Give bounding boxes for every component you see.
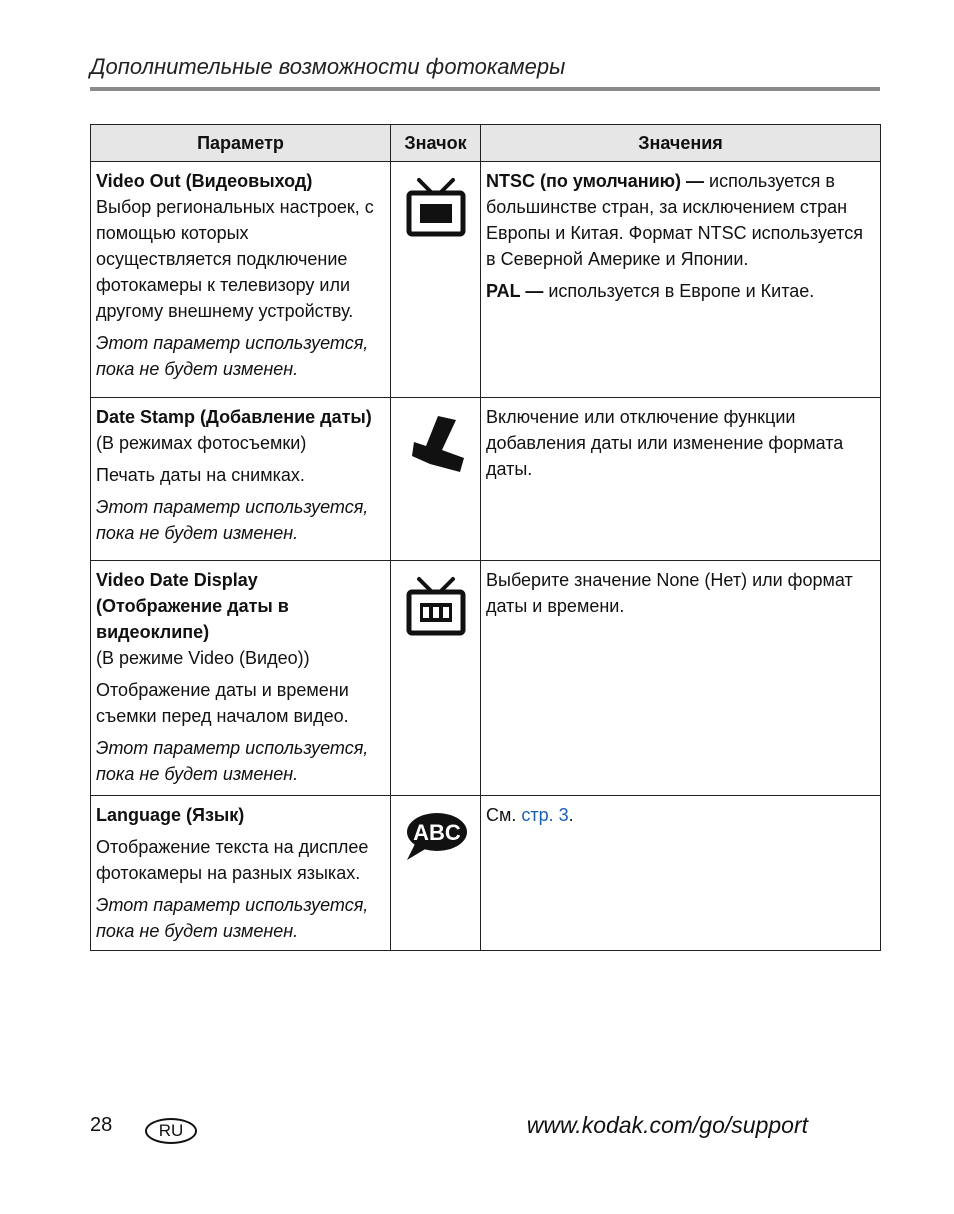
param-mode: (В режиме Video (Видео))	[96, 648, 310, 668]
icon-cell	[391, 561, 481, 796]
header-param: Параметр	[91, 125, 391, 162]
abc-language-icon	[403, 810, 469, 862]
date-stamp-icon	[404, 412, 468, 476]
param-cell	[91, 398, 391, 561]
table-row	[91, 162, 881, 398]
param-note: Этот параметр используется, пока не будет изменен.	[96, 738, 369, 784]
param-desc: Выбор региональных настроек, с помощью которых осуществляется подключение фотокамеры к телевизору или другому внешнему устройству.	[96, 197, 374, 321]
icon-cell	[391, 398, 481, 561]
value-text: Включение или отключение функции добавления даты или изменение формата даты.	[486, 407, 844, 479]
value-ntsc: NTSC (по умолчанию) — используется в большинстве стран, за исключением стран Европы и Китая. Формат NTSC используется в Северной Америке и Японии.	[486, 171, 863, 269]
svg-text:ABC: ABC	[412, 820, 461, 845]
value-text: Выберите значение None (Нет) или формат даты и времени.	[486, 570, 853, 616]
param-mode: (В режимах фотосъемки)	[96, 433, 307, 453]
tv-date-icon	[405, 575, 467, 637]
icon-cell	[391, 162, 481, 398]
support-url[interactable]: www.kodak.com/go/support	[526, 1112, 808, 1138]
param-cell	[91, 561, 391, 796]
param-cell	[91, 162, 391, 398]
page-number: 28	[90, 1114, 113, 1136]
param-desc: Печать даты на снимках.	[96, 465, 305, 485]
header-icon: Значок	[391, 125, 481, 162]
param-note: Этот параметр используется, пока не будет изменен.	[96, 895, 369, 941]
param-title: Video Date Display (Отображение даты в видеоклипе)	[96, 570, 289, 642]
values-cell	[481, 561, 881, 796]
param-desc: Отображение текста на дисплее фотокамеры на разных языках.	[96, 837, 369, 883]
tv-icon	[405, 176, 467, 238]
value-suffix: .	[568, 805, 574, 825]
language-badge: RU	[145, 1118, 197, 1144]
header-rule	[90, 87, 880, 91]
settings-table	[90, 124, 881, 951]
page-header-title: Дополнительные возможности фотокамеры	[90, 54, 566, 79]
table-row	[91, 561, 881, 796]
values-cell	[481, 796, 881, 951]
param-cell	[91, 796, 391, 951]
param-note: Этот параметр используется, пока не будет изменен.	[96, 333, 369, 379]
table-row	[91, 796, 881, 951]
param-title: Date Stamp (Добавление даты)	[96, 407, 372, 427]
value-prefix: См.	[486, 805, 522, 825]
header-values: Значения	[481, 125, 881, 162]
values-cell	[481, 162, 881, 398]
table-header-row	[91, 125, 881, 162]
param-desc: Отображение даты и времени съемки перед началом видео.	[96, 680, 349, 726]
icon-cell	[391, 796, 481, 951]
param-title: Language (Язык)	[96, 805, 245, 825]
param-note: Этот параметр используется, пока не будет изменен.	[96, 497, 369, 543]
values-cell	[481, 398, 881, 561]
page-3-link[interactable]: стр. 3	[521, 805, 569, 825]
value-pal: PAL — используется в Европе и Китае.	[486, 281, 815, 301]
table-row	[91, 398, 881, 561]
param-title: Video Out (Видеовыход)	[96, 171, 313, 191]
